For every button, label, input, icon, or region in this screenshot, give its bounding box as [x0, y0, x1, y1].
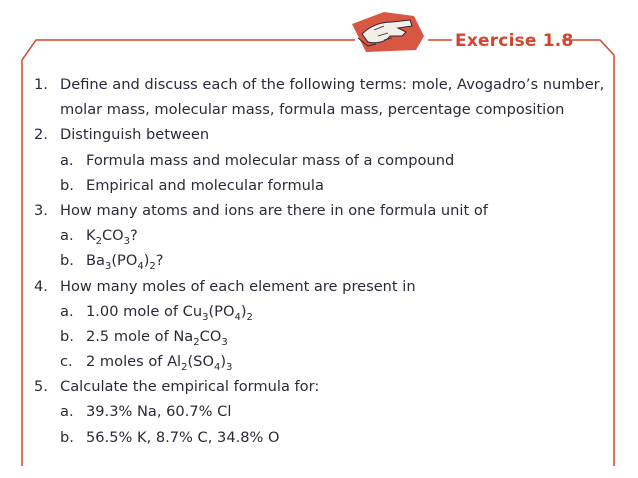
question-2b: b. Empirical and molecular formula [60, 176, 324, 194]
question-list [34, 72, 624, 450]
question-number: 2. [34, 126, 48, 144]
formula: $Na_2CO_3$ [173, 327, 228, 348]
formula: $K_2CO_3$? [86, 227, 138, 248]
question-text: Define and discuss each of the following terms: mole, Avogadro’s number, [60, 76, 605, 93]
question-2 [34, 122, 624, 147]
question-3b: b. $Ba_3(PO_4)_2$? [60, 252, 164, 273]
question-3a: a. $K_2CO_3$? [60, 227, 138, 248]
question-4c: c. 2 moles of $Al_2(SO_4)_3$ [60, 353, 233, 374]
pointing-hand-icon [340, 6, 432, 58]
exercise-title: Exercise 1.8 [455, 31, 574, 51]
question-4b: b. 2.5 mole of $Na_2CO_3$ [60, 327, 228, 348]
question-number: 5. [34, 378, 48, 396]
question-5b: b. 56.5% K, 8.7% C, 34.8% O [60, 428, 280, 446]
question-number: 3. [34, 201, 48, 219]
question-number: 1. [34, 76, 48, 93]
question-number: 4. [34, 277, 48, 295]
question-5 [34, 374, 624, 399]
formula: $Cu_3(PO_4)_2$ [182, 302, 253, 323]
formula: $Ba_3(PO_4)_2$? [86, 252, 164, 273]
question-text: How many moles of each element are present in [60, 277, 416, 295]
question-text: Calculate the empirical formula for: [60, 378, 320, 396]
question-5a: a. 39.3% Na, 60.7% Cl [60, 403, 232, 421]
question-4a: a. 1.00 mole of $Cu_3(PO_4)_2$ [60, 302, 253, 323]
question-1 [34, 72, 624, 97]
formula: $Al_2(SO_4)_3$ [167, 353, 233, 374]
question-2a: a. Formula mass and molecular mass of a compound [60, 151, 455, 169]
question-1-continued [34, 97, 624, 122]
question-text: Distinguish between [60, 126, 210, 144]
question-text: molar mass, molecular mass, formula mass, percentage composition [60, 101, 565, 119]
question-4 [34, 274, 624, 299]
question-text: How many atoms and ions are there in one formula unit of [60, 201, 488, 219]
question-3 [34, 198, 624, 223]
